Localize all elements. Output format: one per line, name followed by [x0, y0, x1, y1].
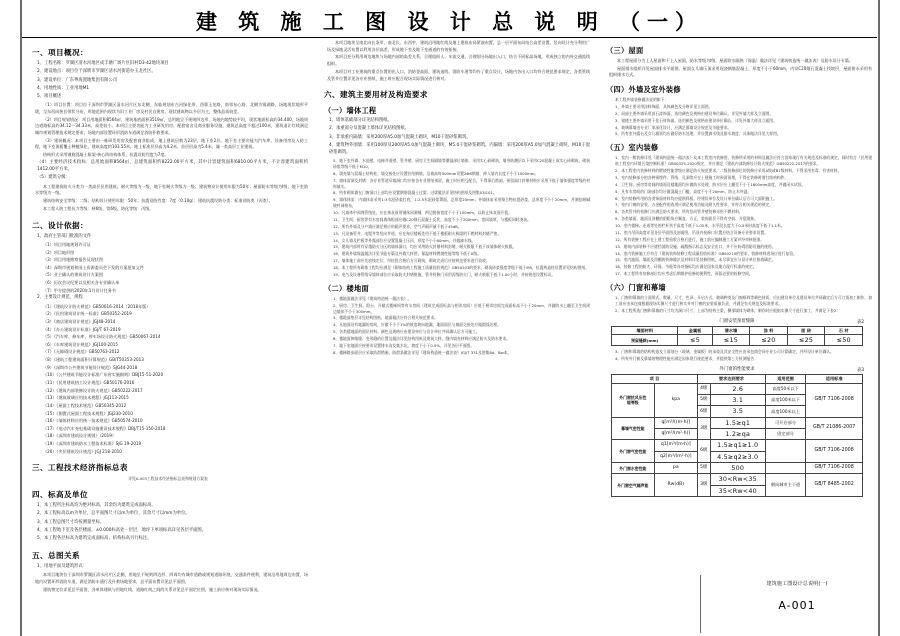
list-item: 5、所有室外露台及女儿墙顶均应做好防水处理，并设置滴水线及排水坡度，具体做法详见大样图。	[615, 131, 781, 137]
list-item: 1、墙体基础部分详见结构图纸。	[329, 118, 392, 124]
table-standard-cell: GB/T 7106-2008	[806, 383, 863, 417]
list-item: （20）《夹层建筑设计规范》JGJ 218-2010	[43, 448, 122, 454]
paragraph: 本项目地块呈南北向长条形，南北长、东西窄，建筑沿用地红线及地上建筑布局紧凑布置，总一层平面布局结合高差设置，竖向设计充分利用广场及绿地灵活布置以利用各层高差，形成地下室及地下室通道的有效衔接。	[327, 40, 590, 52]
list-item: 1、门窗和幕墙的立面形式、数量、尺寸、色泽、开启方式、玻璃种类及门窗框料等颜色材质，应由建设单位及建设单位共同确定后方可订货加工制作，加工前应由承包商根据现场实测尺寸进行核实并对门窗的安装质量负责，并满足有关规范及标准要求。	[615, 295, 872, 306]
list-item: （19）《深圳市建筑防水工程技术标准》SJG 19-2019	[43, 441, 142, 447]
list-item: 2、本工程标高以m为单位，总平面图尺寸以m为单位，其余尺寸以mm为单位。	[37, 511, 190, 517]
table-cell: ≤20	[750, 335, 788, 346]
list-item: 17、墙体施工前应先放线定位，经检验合格后方可砌筑，砌筑完成后应按规范要求进行验收。	[333, 258, 490, 264]
table-cell: ≤25	[787, 335, 825, 346]
window-gap-table	[611, 326, 863, 347]
table-row-label: 预留缝隙(mm)	[612, 335, 678, 346]
list-item: 10、室内楼梯、走道等处的栏杆扶手高度不低于1.05米，水平段长度大于0.5米时高度不低于1.1米。	[615, 223, 785, 229]
table-header-cell: 面 砖	[787, 326, 825, 334]
table-cell: 2.6	[710, 383, 765, 394]
paragraph: 建筑结构安全等级：二级；结构设计使用年限：50年；抗震设防烈度：7度（0.10g）；建筑抗震设防分类：标准设防类（丙类）。	[43, 198, 273, 204]
subsection-heading-doors-windows-curtainwall: （六）门窗和幕墙	[606, 283, 666, 293]
project-area-indicators: （4）主要经济技术指标：总用地面积8564㎡，总建筑面积约8222.00平方米，其中计容建筑面积6810.00平方米，不计容建筑面积约1412.00平方米。	[37, 160, 308, 173]
list-item: 16、装修工程的防火、环保、节能等各项指标均应满足国家及地方现行标准的规定。	[615, 264, 757, 270]
list-item: 8、所有砌体墙在门窗洞口上部均应设置钢筋混凝土过梁，过梁做法详见结构图纸及图集03J101。	[333, 190, 497, 196]
floor-works-items	[320, 296, 590, 356]
title-divider	[22, 37, 877, 38]
section-heading-project-overview: 一、项目概况：	[32, 48, 88, 57]
list-item: 2、厨房、卫生间、阳台、开敞式楼梯间等有水房间（建筑完成面标高与相邻房间）应低于相邻房间完成面标高不小于20mm，并做防水上翻至卫生间周边墙体不小于300mm。	[333, 302, 590, 314]
list-item: 17、本工程所有装修部位均应考虑后期维护检修的便利性，预留必要的检修空间。	[615, 271, 753, 277]
list-item: 7、墙体留洞及封堵：各专业管道穿墙洞口均应按各专业图纸预留，施工时应相互配合，不得事后凿洞。预留洞口封堵材料应采用不低于墙体强度等级的材料填实。	[333, 177, 590, 189]
title-block	[700, 575, 878, 633]
table-unit-cell: kpa	[654, 383, 697, 417]
page-title: 建 筑 施 工 图 设 计 总 说 明 （一）	[195, 10, 704, 34]
list-item: 3、门窗和幕墙的结构构造及立面划分（玻璃、金属板）的承重及其安全性应由承包商会同专业公司计算确定，并经设计单位确认。	[615, 349, 834, 355]
subsection-heading-wall-works: （一）墙体工程	[324, 106, 377, 116]
building-grade-paragraphs	[28, 184, 308, 213]
table-row-label: 外门窗气密性能	[612, 440, 655, 463]
subsection-heading-floor-works: （二）楼地面	[324, 283, 369, 293]
list-item: （10）《公共建筑节能设计标准广东省实施细则》DBJ15-51-2020	[43, 372, 164, 378]
table-unit-cell: pa	[654, 462, 697, 473]
table-row-label: 外门窗抗风压性 能等级	[612, 383, 655, 417]
table-row	[612, 335, 863, 346]
table-scope-cell: 高度50米以下	[765, 383, 805, 394]
exterior-finish-label: 本工程外墙装修做法说明如下：	[615, 97, 669, 103]
table-cell: 1.2≥qa	[710, 428, 765, 439]
list-item: 11、室内吊顶高度详见各层平面图及剖面图，吊顶内检修口位置应结合设备专业要求设置。	[615, 229, 768, 235]
table-cell: ≤5	[678, 335, 712, 346]
table-grade-cell: 4级	[697, 383, 710, 394]
paragraph: 本工程建筑防火分类为一类高层民用建筑，耐火等级为一级，地下室耐火等级为一级；建筑物设计使用年限为50年；屋面防水等级为Ⅰ级；地下室防水等级为一级。	[35, 183, 308, 196]
table-unit-cell: q[m³/((m·h)]	[654, 417, 697, 428]
table-standard-cell: GB/T 21086-2007	[806, 417, 863, 440]
list-item: 6、填充墙与混凝土结构柱、墙交接处应设置拉结钢筋，沿墙高每500mm设置2Φ6钢筋，伸入墙内长度不小于1000mm。	[333, 170, 539, 176]
table-header-cell: 适用范围	[765, 375, 805, 383]
table-unit-cell: Rw(dB)	[654, 474, 697, 497]
list-item: 8、楼梯踏步面层应采取防滑措施，防滑条做法详见《建筑构造统一做法表》JGJ/T 331及图集8d、Bw本。	[333, 349, 512, 355]
table-row-label: 幕墙气密性能	[612, 417, 655, 440]
list-item: （8）《建筑工程建筑面积计算规范》GB/T50353-2013	[43, 357, 144, 363]
drawing-name: 建筑施工图设计总说明(一)	[766, 581, 828, 587]
table-grade-cell: 3级	[697, 417, 710, 440]
list-item: 4、卫生间、厨房等房间的墙面及楼地面均应做防水处理，防水层应上翻至不小于1800mm高度，并做闭水试验。	[615, 181, 806, 187]
list-item: 9、各类墙面、地面及顶棚的阴阳角应顺直、方正，装饰面层不得有空鼓、开裂现象。	[615, 216, 758, 222]
list-item: 3、非承重内隔墙：采用200厚A5.0加气混凝土砌块，M10干混砂浆砌筑。	[329, 134, 471, 140]
interior-finish-items	[602, 155, 872, 277]
table-cell: ≤15	[712, 335, 750, 346]
paragraph: 结构形式采用钢筋混凝土框架-核心筒结构体系，抗震设防烈度为7度。	[43, 152, 169, 158]
list-item: 5、本工程各层标高为建筑完成面标高，结构标高另行标注。	[37, 536, 152, 542]
table-header-cell: 项 目	[612, 375, 698, 383]
table-row	[612, 462, 863, 473]
content-columns	[22, 40, 878, 620]
table2-number: 表3	[856, 368, 864, 374]
window-performance-table	[611, 374, 863, 497]
list-item: 2、本工程所选门窗和幕墙的尺寸均为洞口尺寸，上部为结构主梁，侧部墙体为砌体，制作时应根据实测尺寸进行加工，并满足下表2：	[615, 307, 841, 313]
list-item: 7、室内门窗的安装、五金配件的选用应满足使用功能及耐久性要求，并符合相关规范的规定。	[615, 202, 774, 208]
table-standard-cell: GB/T 7106-2008	[806, 440, 863, 463]
table-header-cell: 要求达到要求	[697, 375, 765, 383]
project-overview-items	[28, 61, 308, 101]
section-heading-design-basis: 二、设计依据：	[32, 220, 88, 230]
list-item: （6）《车库建筑设计规范》JGJ100-2015	[43, 341, 118, 347]
table-row	[612, 383, 863, 394]
list-item: （4）《办公建筑设计标准》JGJ/T 67-2019	[43, 326, 121, 332]
paragraph: 本项目地块位于深圳市罗湖区清水河片区北侧，用地呈不规则四边形，四周均有城市道路或规划道路环绕，交通条件便利，建筑沿用地周边布置，场地内设置环形消防车道，满足消防车通行及扑救场地要求，总平面布置详见总平面图。	[35, 572, 308, 584]
table-scope-cell: 高度100米以上	[765, 406, 805, 417]
list-item: 6、楼地面伸缩缝、变形缝的位置及做法详见结构图纸及建筑大样，缝内填充材料应满足防火及防水要求。	[333, 336, 511, 342]
list-item: 18、本工程所有砌体工程均应满足《砌体结构工程施工质量验收规范》GB50203的要求，砌筑砂浆强度等级不低于M5，抗震构造柱设置详见结构图纸。	[333, 265, 589, 271]
table-row	[612, 440, 863, 451]
list-item: 16、建筑外墙保温做法详见节能专篇及外墙大样图，保温材料燃烧性能等级不低于A级。	[333, 251, 481, 257]
table-header-cell: 金属板	[678, 326, 712, 334]
list-item: 1、本工程所注标高均为绝对标高，其余均为建筑完成面标高。	[37, 503, 156, 509]
table2-caption: 外门窗的性能要求	[719, 367, 755, 373]
wall-works-items	[320, 118, 590, 157]
list-item: 13、凡设备管井、电缆井等竖向井道，应在每层楼板处用不低于楼板耐火极限的不燃材料封堵严密。	[333, 230, 502, 236]
table-cell: 4.5≥q2≥3.0	[710, 451, 765, 462]
drawing-number: A-001	[778, 599, 816, 612]
table-row	[612, 375, 863, 383]
list-item: （7）甲方提供的2020年1月设计任务书	[43, 287, 116, 293]
table-scope-cell: 可开启部分	[765, 417, 805, 428]
list-item: 6、室内装修所用的各类饰面材料均应提供样板，经建设单位及设计单位确认后方可大面积施工。	[615, 195, 777, 201]
table-cell: 3.5	[710, 406, 765, 417]
table-scope-cell	[765, 440, 805, 463]
exterior-finish-items	[602, 104, 872, 137]
table-header-cell: 墙面材料	[612, 326, 678, 334]
list-item: 5、项目概述：	[37, 94, 66, 99]
list-item: 4、用地性质：工业用地M1	[37, 85, 90, 91]
section-heading-site-relations: 五、总图关系	[32, 551, 80, 561]
economic-indicators-note: 详见A-003工程技术经济指标总表和规划方案表	[128, 476, 208, 482]
list-item: 3、裙楼主要外墙采用干挂石材饰面，选用颜色及规格由建设单位确认，详见外墙大样及立面图。	[615, 117, 777, 123]
list-item: 13、建筑内部装修不应遮挡消防设施、疏散指示标志及安全出口，并不应妨碍消防设施的使用。	[615, 243, 776, 249]
table-cell: 1.5≥q1	[710, 417, 765, 428]
table-row	[612, 326, 863, 334]
table-grade-cell: 6级	[697, 440, 710, 463]
list-item: （5）《汽车库、修车库、停车场设计防火规范》GB50067-2014	[43, 334, 161, 340]
table-scope-cell	[765, 462, 805, 473]
list-item: 1、室内一般装修详见《建筑构造统一做法表》及本工程室内装修图，装修所采用的材料及做法应符合国家现行有关规范及标准的规定，同时符合《民用建筑工程室内环境污染控制标准》GB50325-2020规定，并应满足《建筑内部装修设计防火规范》GB50222-2017的要求。	[615, 155, 872, 167]
list-item: 4、凡地面设有地漏的房间，应做不小于1%的坡度坡向地漏，地面面层与墙面交接处应做圆弧处理。	[333, 322, 501, 328]
list-item: 10、凡墙体中预埋管线处，应在抹灰前用钢丝网满铺，两边搭接宽度不小于100mm，以防止抹灰面开裂。	[333, 210, 512, 216]
list-item: 1、楼地面做法详见《建筑构造统一做法表》。	[333, 295, 412, 301]
list-item: （14）《屋面工程技术规范》GB50345-2012	[43, 402, 127, 408]
list-item: 4、建筑物外围墙：采用100厚及200厚A5.0加气混凝土砌块，M5.0干混砂浆砌筑。内隔墙：采用200厚A5.0加气混凝土砌块，M10干混砂浆砌筑。	[329, 142, 590, 155]
list-item: （6）历次会议纪要以及相关各专业确认单	[43, 280, 120, 286]
list-item: 1、外墙主要采用涂料饰面，具体颜色及分格详见立面图。	[615, 103, 713, 109]
sheet-title-bar	[22, 6, 877, 36]
design-basis-codes-label: 2、主要设计规范、规程	[37, 295, 83, 301]
list-item: 8、各类管井的检修门应满足防火要求，所有竖向管井壁装修采用不燃材料。	[615, 209, 743, 215]
list-item: 15、建筑内部所有穿越防火分区的墙体洞口，均应采用防火封堵材料封堵，耐火极限不低于该墙体耐火极限。	[333, 244, 517, 250]
list-item: （2）项目地形图	[43, 249, 75, 255]
list-item: （3）《商店建筑设计规范》JGJ48-2014	[43, 318, 116, 324]
doors-windows-items	[602, 295, 872, 314]
subsection-heading-roof: （三）屋面	[606, 46, 644, 55]
list-item: 5、各类楼地面的面层材料、颜色及规格应由建设单位与设计单位共同确认后方可施工。	[333, 329, 480, 335]
table-grade-cell: 5级	[697, 462, 710, 473]
paragraph: 屋面排水组织详见屋面排水平面图，屋面女儿墙压顶采用现浇钢筋混凝土，厚度不小于60mm，内设C20细石混凝土找坡层，屋面排水采用有组织排水方式。	[609, 65, 872, 78]
section-heading-materials-construction: 六、建筑主要用材及构造要求	[324, 90, 428, 100]
list-item: （9）《深圳市公共建筑节能设计规范》SJG44-2018	[43, 364, 138, 370]
table-cell: ≤50	[825, 335, 863, 346]
table1-number: 表2	[856, 319, 864, 325]
list-item: （15）《倒置式屋面工程技术规程》JGJ230-2010	[43, 410, 133, 416]
subsection-heading-exterior-finish: （四）外墙及室外装修	[606, 85, 681, 95]
paragraph: 本项目充分利用周边地块与场地内部的高差关系，合理组织人、车流交通，合理划分场地出入口，结合不同标高场地，形成独立的内外交通流线组织。	[327, 54, 590, 67]
list-item: （18）《深圳市建筑设计规则》（2019）	[43, 433, 116, 439]
design-basis-codes	[28, 304, 308, 456]
table-row	[612, 417, 863, 428]
table-grade-cell: 3级	[697, 474, 710, 497]
doors-windows-items-extended	[602, 349, 872, 362]
list-item: （2）《民用建筑设计统一标准》GB50352-2019	[43, 311, 132, 317]
list-item: （4）深圳市规划和国土资源委员会下发的方案批复文件	[43, 264, 144, 270]
list-item: （11）《民用建筑热工设计规范》GB50176-2016	[43, 380, 135, 385]
list-item: 12、所有装修工程应在土建工程验收合格后进行，施工前应编制施工方案并经审核批准。	[615, 236, 765, 242]
table-header-cell: 涂 料	[750, 326, 788, 334]
table1-caption: 门窗安装预留缝隙	[719, 318, 755, 324]
table-unit-cell: q2[m³/(m²·h)]	[654, 451, 697, 462]
wall-works-items-extended	[320, 158, 590, 278]
list-item: 3、本工程总图尺寸均按测量坐标。	[37, 519, 105, 525]
list-item: （13）《建筑玻璃应用技术规程》JGJ113-2015	[43, 395, 129, 401]
table-row	[612, 474, 863, 485]
list-item: 4、本工程地下室及各层楼面，±0.000标高处一层层，地坪下单项标高详见各层平面图。	[37, 527, 207, 533]
table-cell: 30<Rw<35	[710, 474, 765, 485]
list-item: 12、所有外墙及分户墙应满足相应的隔声要求，空气声隔声量不低于45dB。	[333, 223, 462, 229]
table-header-cell: 适用标准	[806, 375, 863, 383]
site-continuation-paragraphs	[320, 40, 590, 82]
paragraph: （3）建筑概况：本项目主要由一栋研发用房及配套商业组成，地上建筑层数为23层，地下室2层。地下室主要功能为汽车库、设备用房及人防工程，地下室顶板覆土种植绿化，建筑高度约103.55米，地上标准层层高为4.2米，首层层高为5.4米，属一类高层工业建筑。	[35, 137, 308, 150]
list-item: 3、建设单位：广东粤海置地集团有限公司	[37, 77, 118, 83]
paragraph: 本工程人防工程抗力等级：核6级、常6级，防化等级：丙级。	[43, 206, 154, 212]
table-unit-cell: q1[m³/(m·h)]	[654, 440, 697, 451]
list-item: 4、玻璃幕墙由专业厂家深化设计，应满足幕墙设计规范及节能要求。	[615, 124, 732, 130]
list-item: 3、室内装修部分的各种预埋件、管线、孔洞等应在土建施工时预留预埋，不得在装修时凿打结构构件。	[615, 174, 789, 180]
table-header-cell: 清水墙	[712, 326, 750, 334]
site-relations-label: 1、用地平面及建筑形式：	[37, 564, 87, 570]
site-relations-paragraphs	[28, 572, 308, 593]
list-item: （1）项目用地规划许可证	[43, 241, 91, 247]
list-item: 2、建设地点：项目位于深圳市罗湖区清水河街道办玉龙社区。	[37, 69, 156, 75]
table-header-cell: 石 材	[825, 326, 863, 334]
list-item: 9、墙体抹灰：内墙抹灰采用1:3水泥砂浆打底，1:2.5水泥砂浆罩面，总厚度20mm；外墙抹灰采用聚合物抗裂砂浆，总厚度不小于20mm，并满挂耐碱玻纤网格布。	[333, 197, 590, 209]
design-basis-documents	[28, 242, 308, 294]
list-item: 2、本工程室内装修材料的燃烧性能等级应满足防火规范要求，二级装修部位的装修应采用A级或B1级材料，不得采用有毒、有害材料。	[615, 168, 842, 174]
project-overview-paragraphs	[28, 102, 308, 159]
list-item: 2、承重部分及混凝土墙体详见结构图纸。	[329, 126, 410, 132]
table-standard-cell: GB/T 7106-2008	[806, 462, 863, 473]
section-heading-elevation-units: 四、标高及单位	[32, 490, 88, 500]
list-item: 4、所有外门窗及幕墙的物理性能应满足国家现行规范要求，并提供第三方检测报告：	[615, 356, 758, 362]
subsection-heading-interior-finish: （五）室内装修	[606, 143, 659, 153]
table-grade-cell: 6级	[697, 406, 710, 417]
paragraph: 本工程屋面分为上人屋面和不上人屋面，防水等级为Ⅰ级，屋面防水隔热（保温）做法详见《建筑构造统一做法表》及防水设计专篇。	[617, 58, 853, 63]
list-item: 11、卫生间、厨房等有水房间墙体根部应做C20细石混凝土反坎，高度不小于200mm，宽同墙厚，与楼板同时浇筑。	[333, 216, 531, 222]
table-cell: 500	[710, 462, 765, 473]
table-cell: 35<Rw<40	[710, 485, 765, 496]
list-item: 15、室内地面、墙面及顶棚的装修做法及材料详见装修图纸，未尽事宜应与设计单位协商确定。	[615, 257, 776, 263]
table-row-label: 外门窗空气隔声能	[612, 474, 655, 497]
table-standard-cell: GB/T 8485-2002	[806, 474, 863, 497]
list-item: 7、地下室地面应按要求设置排水沟及集水坑，坡度不小于0.5%，详见各层平面图。	[333, 342, 475, 348]
list-item: （16）《墙体材料应用统一技术规范》GB50574-2010	[43, 418, 143, 424]
list-item: 14、女儿墙及栏板等外露部位应设置混凝土压顶，厚度不小于60mm，并做滴水线。	[333, 237, 476, 243]
list-item: （5）业主确认的建筑设计方案图	[43, 272, 103, 278]
table-scope-cell: 固定部分	[765, 428, 805, 439]
table-scope-cell: 朝向城市主干道	[765, 474, 805, 497]
list-item: 3、楼地面垫层详见结构图纸，地面做法应符合相关规范要求。	[333, 315, 438, 321]
list-item: 19、电气及设备管线穿墙体部位应采取防火封堵措施，管井检修门采用丙级防火门，耐火极限不低于1.00小时，并按规范设置标识。	[333, 271, 556, 277]
column-middle	[314, 40, 596, 620]
paragraph: 本项目对工业建筑的重点位置的出入口、消防登高面、建筑退线、消防车道等均作了重点设计，场地内各出入口均符合规范要求规定，各类管线及管井位置详见各专业图纸，施工时应配合现场实际情况进行核对。	[327, 68, 590, 81]
list-item: （7）《无障碍设计规范》GB50763-2012	[43, 349, 120, 355]
table-row-label: 外门窗水密性能	[612, 462, 655, 473]
title-block-divider	[700, 575, 701, 633]
table-scope-cell: 高度100米以下	[765, 394, 805, 405]
sheet-border-right	[878, 0, 880, 636]
list-item: 5、凡有水房间的门洞部位均应做混凝土门槛，高度不小于20mm，防止水外溢。	[615, 188, 752, 194]
paragraph: 建筑物定位详见总平面图，各单体建筑与用地红线、道路红线之间的关系详见总平面定位图，施工前应核对现场实际情况。	[43, 586, 262, 592]
column-left	[22, 40, 314, 620]
table-unit-cell: q[m³/(m²·h)]	[654, 428, 697, 439]
list-item: （3）项目用地勘察报告及现状图	[43, 257, 103, 263]
list-item: （17）《电动汽车充电基础设施建设技术规程》DBJ/T15-150-2018	[43, 425, 166, 431]
section-heading-economic-indicators: 三、工程技术经济指标总表	[32, 463, 128, 473]
list-item: 14、室内装修施工应符合《建筑装饰装修工程质量验收标准》GB50210的要求，装修材料进场应进行复验。	[615, 250, 797, 256]
table-cell: 1.5≥q1≥1.0	[710, 440, 765, 451]
design-basis-docs-label: 1、政府主管部门批准的文件	[37, 233, 92, 239]
paragraph: （1）项目位置：项目位于深圳市罗湖区清水河片区东北侧，东临规划布吉河绿化带，西靠玉龙路，南邻布心路，北侧为银湖路，场地现状地形平缓，呈东西向狭长带状分布，用地范围内现状为旧工业厂房及村民自建房，现状建筑物以多层为主，整体品质较差。	[35, 102, 308, 114]
paragraph: （2）项目规划情况：项目用地面积8564㎡，建筑基底面积3519㎡，总用地呈不规则四边形，场地内地势较平坦，现状地面标高约34.400，场地周边道路标高约34.12～34.33米，高差较小。本项目主要功能为工业研发用房、配套宿舍及商业服务设施，建筑总高度不超过100米，建筑退让红线满足城市规划管理技术规定要求，场地内部设置环形消防车道满足消防扑救要求。	[35, 116, 308, 135]
roof-paragraphs	[602, 58, 872, 79]
list-item: （1）《建筑设计防火规范》GB50016-2014（2018年版）	[43, 303, 151, 309]
list-item: （12）《建筑内部装修设计防火规范》GB50222-2017	[43, 387, 143, 393]
building-grade-label: （5）建筑分级：	[37, 175, 70, 181]
list-item: 1、工程名称：罗湖区清水河地区成丰塘广场片区旧村D3-42地块项目	[37, 61, 169, 66]
list-item: 2、局部主要外墙采用真石漆饰面，选用颜色及规格由建设单位确认，详见外墙大样及立面图。	[615, 110, 774, 116]
column-right	[596, 40, 878, 620]
elevation-units-items	[28, 503, 308, 543]
list-item: 5、地下室外墙、水池壁、电梯井道壁、管井壁、厨房卫生间隔墙等潮湿部位墙体，采用实心砖砌筑，墙身防潮层以下采用C20混凝土或实心砖砌筑，砌筑砂浆等级不低于M10。	[333, 158, 590, 169]
table-grade-cell: 5级	[697, 394, 710, 405]
table-cell: 3.1	[710, 394, 765, 405]
